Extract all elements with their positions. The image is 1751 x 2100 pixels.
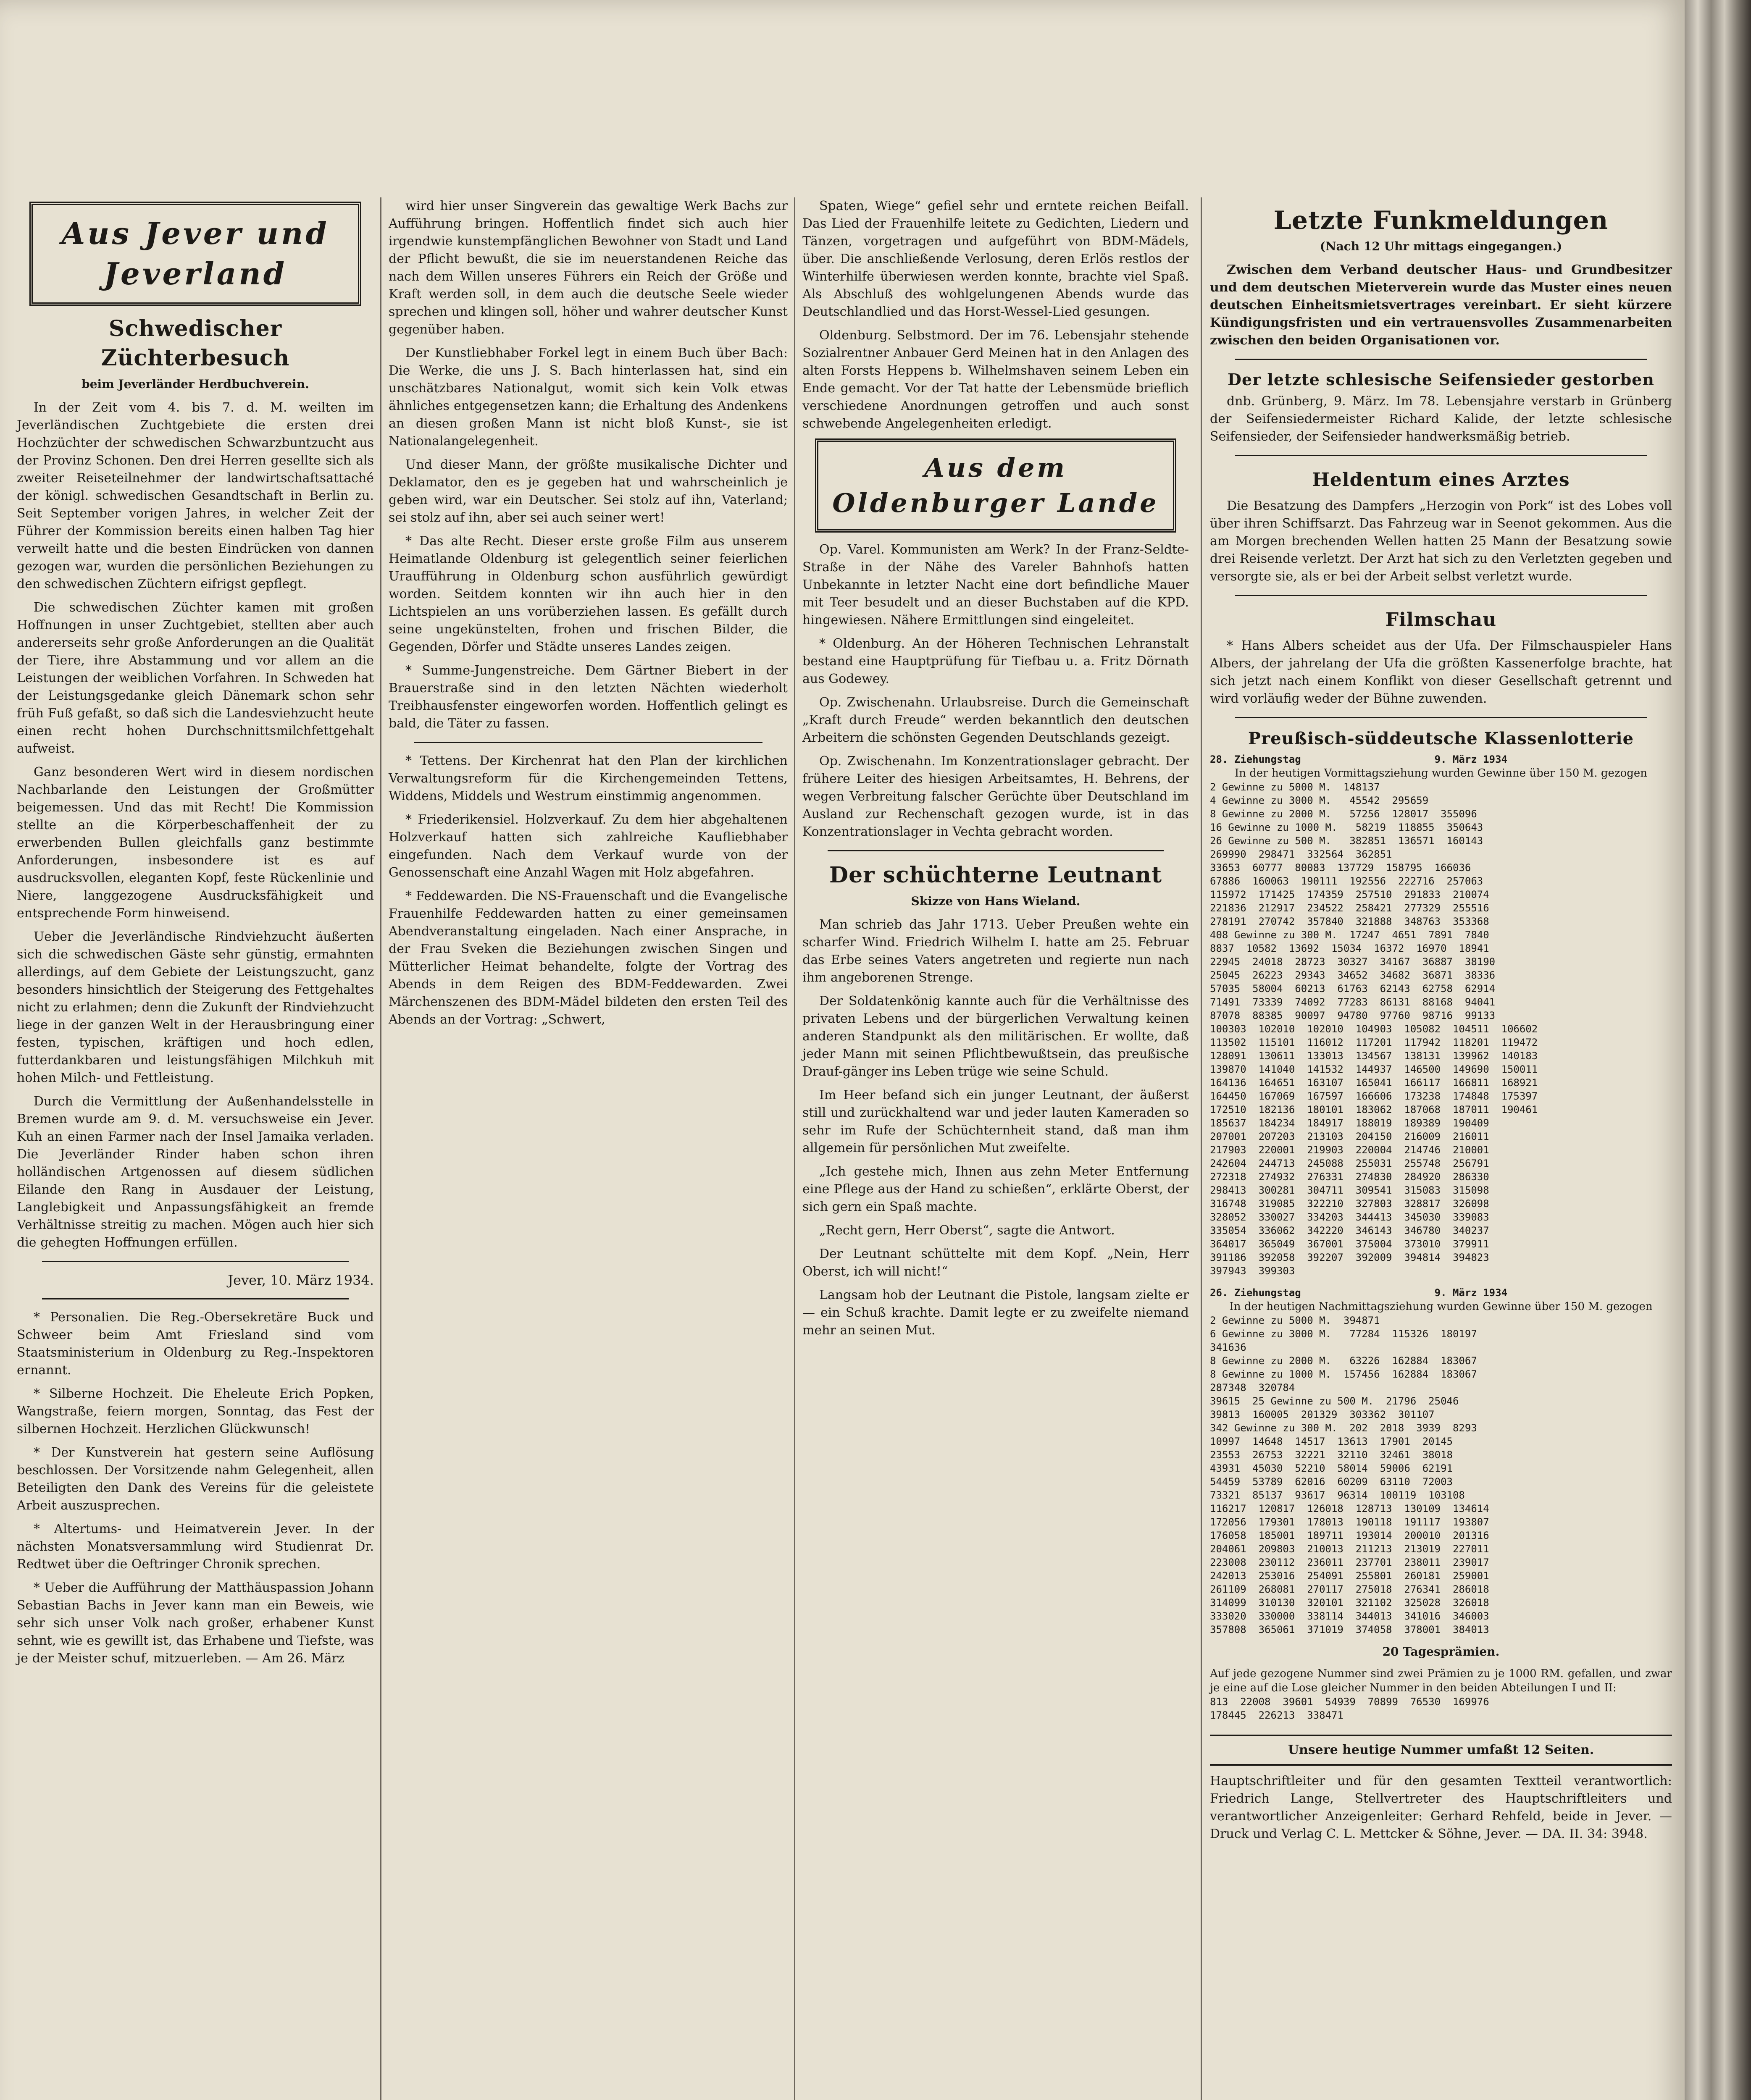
section-title-oldenburg: Aus dem Oldenburger Lande	[815, 438, 1176, 533]
paragraph: dnb. Grünberg, 9. März. Im 78. Lebensjahre verstarb in Grünberg der Seifensiedermeister Richard Kalide, der letzte schlesische Seifensieder, der Seifensieder handwerksmäßig betrieb.	[1210, 394, 1672, 444]
separator	[42, 1298, 349, 1299]
paragraph: Ganz besonderen Wert wird in diesem nordischen Nachbarlande den Leistungen der Großmütter beigemessen. Und das mit Recht! Die Kommission stellte an die Körperbeschaffenheit der zu erwerbenden Bullen gleichfalls ganz bestimmte Anforderungen, insbesondere ist es auf ausdrucksvollen, eleganten Kopf, feste Rückenlinie und Niere, langgezogene Ausdrucksfähigkeit und entsprechende Form hinweisend.	[17, 765, 374, 921]
column-rule	[1201, 197, 1202, 2100]
column-2	[389, 197, 788, 1034]
lottery-premium-text: Auf jede gezogene Nummer sind zwei Prämien zu je 1000 RM. gefallen, und zwar je eine auf die Lose gleicher Nummer in den beiden Abteilungen I und II:	[1210, 1667, 1672, 1694]
news-note: Op. Zwischenahn. Urlaubsreise. Durch die Gemeinschaft „Kraft durch Freude“ werden bekanntlich den deutschen Arbeitern die schönsten Gegenden Deutschlands gezeigt.	[802, 695, 1189, 745]
paragraph: Man schrieb das Jahr 1713. Ueber Preußen wehte ein scharfer Wind. Friedrich Wilhelm I. hatte am 25. Februar das Erbe seines Vaters angetreten und regierte nun nach ihm angeborenen Strenge.	[802, 917, 1189, 985]
news-note: * Summe-Jungenstreiche. Dem Gärtner Biebert in der Brauerstraße sind in den letzten Nächten wiederholt Treibhausfenster eingeworfen worden. Hoffentlich gelingt es bald, die Täter zu fassen.	[389, 663, 788, 731]
paragraph: Die Besatzung des Dampfers „Herzogin von Pork“ ist des Lobes voll über ihren Schiffsarzt. Das Fahrzeug war in Seenot gekommen. Aus die am Morgen brechenden Wellen hatten 25 Mann der Besatzung sowie drei Reisende verletzt. Der Arzt hat sich zu den Verletzten gegeben und versorgte sie, als er bei der Arbeit selbst verletzt wurde.	[1210, 499, 1672, 584]
news-note: Op. Varel. Kommunisten am Werk? In der Franz-Seldte-Straße in der Nähe des Vareler Bahnhofs hatten Unbekannte in letzter Nacht eine dort befindliche Mauer mit Teer besudelt und an dieser Buchstaben auf die KPD. hingewiesen. Nähere Ermittlungen sind eingeleitet.	[802, 542, 1189, 627]
arzt-headline: Heldentum eines Arztes	[1312, 469, 1570, 491]
paragraph: „Ich gestehe mich, Ihnen aus zehn Meter Entfernung eine Pflege aus der Hand zu schießen“, erklärte Oberst, der sich gern ein Spaß machte.	[802, 1164, 1189, 1214]
paragraph: Langsam hob der Leutnant die Pistole, langsam zielte er — ein Schuß krachte. Damit legte er zu zweifelte niemand mehr an seinen Mut.	[802, 1288, 1189, 1338]
news-note: * Altertums- und Heimatverein Jever. In der nächsten Monatsversammlung wird Studienrat Dr. Redtwet über die Oeftringer Chronik sprechen.	[17, 1522, 374, 1572]
news-note: Op. Zwischenahn. Im Konzentrationslager gebracht. Der frühere Leiter des hiesigen Arbeitsamtes, H. Behrens, der wegen Verbreitung falscher Gerüchte über Deutschland im Ausland zur Rechenschaft gezogen wurde, ist in das Konzentrationslager in Vechta gebracht worden.	[802, 754, 1189, 839]
paragraph: „Recht gern, Herr Oberst“, sagte die Antwort.	[819, 1223, 1115, 1238]
news-note: * Das alte Recht. Dieser erste große Film aus unserem Heimatlande Oldenburg ist gelegentlich seiner feierlichen Uraufführung in Oldenburg schon ausführlich gewürdigt worden. Seitdem konnten wir ihn auch hier in den Lichtspielen an uns vorüberziehen lassen. Es gefällt durch seine ungekünstelten, frohen und frischen Bilder, die Gegenden, Dörfer und Städte unseres Landes zeigen.	[389, 534, 788, 654]
column-4	[1210, 197, 1672, 1843]
lottery-subheading: In der heutigen Vormittagsziehung wurden Gewinne über 150 M. gezogen	[1234, 767, 1648, 780]
separator	[414, 742, 762, 743]
separator	[42, 1261, 349, 1262]
lottery-day-heading: 26. Ziehungstag 9. März 1934	[1210, 1287, 1508, 1299]
paragraph: Zwischen dem Verband deutscher Haus- und Grundbesitzer und dem deutschen Mieterverein wurde das Muster eines neuen deutschen Einheitsmietsvertrages vereinbart. Er sieht kürzere Kündigungsfristen und ein vertrauensvolles Zusammenarbeiten zwischen den beiden Organisationen vor.	[1210, 262, 1672, 348]
book-edge	[1685, 0, 1751, 2100]
lottery-day-heading: 28. Ziehungstag 9. März 1934	[1210, 753, 1508, 765]
story-byline: Skizze von Hans Wieland.	[911, 894, 1081, 908]
paragraph: wird hier unser Singverein das gewaltige Werk Bachs zur Aufführung bringen. Hoffentlich findet sich auch hier irgendwie kunstempfänglichen Bewohner von Stadt und Land der Pflicht bewußt, die sie im neuerstandenen Reiche das nach dem Willen unseres Führers ein Reich der Größe und Kraft werden soll, in dem auch die deutsche Seele wieder sprechen und klingen soll, höher und wahrer deutscher Kunst gegenüber haben.	[389, 199, 788, 337]
paragraph: Und dieser Mann, der größte musikalische Dichter und Deklamator, den es je gegeben hat und wahrscheinlich je geben wird, war ein Deutscher. Sei stolz auf ihn, Vaterland; sei stolz auf ihn, aber sei auch seiner wert!	[389, 457, 788, 525]
separator	[1235, 455, 1647, 456]
paragraph: Im Heer befand sich ein junger Leutnant, der äußerst still und zurückhaltend war und jeder lauten Kameraden so sehr im Rufe der Schüchternheit stand, daß man ihm allgemein für persönlichen Mut zweifelte.	[802, 1088, 1189, 1155]
news-note: * Personalien. Die Reg.-Obersekretäre Buck und Schweer beim Amt Friesland sind vom Staatsministerium in Oldenburg zu Reg.-Inspektoren ernannt.	[17, 1310, 374, 1378]
column-1	[17, 197, 374, 1673]
paragraph: Ueber die Jeverländische Rindviehzucht äußerten sich die schwedischen Gäste sehr günstig, ermahnten allerdings, auf dem Gebiete der Leistungszucht, ganz besonders hinsichtlich der Steigerung des Fettgehaltes nicht zu erlahmen; denn die Zukunft der Rindviehzucht liege in der ganzen Welt in der Herausbringung einer festen, typischen, kräftigen und hoch edlen, futterdankbaren und leistungsfähigen Milchkuh mit hohen Milch- und Fettleistung.	[17, 929, 374, 1085]
lottery-numbers: 2 Gewinne zu 5000 M. 394871 6 Gewinne zu 3000 M. 77284 115326 180197 341636 8 Gewinne zu 2000 M. 63226 162884 183067 8 Gewinne zu 1000 M. 157456 162884 183067 287348 320784 39615 25 Gewinne zu 500 M. 21796 25046 39813 160005 201329 303362 301107 342 Gewinne zu 300 M. 202 2018 3939 8293 10997 14648 14517 13613 17901 20145 23553 26753 32221 32110 32461 38018 43931 45030 52210 58014 59006 62191 54459 53789 62016 60209 63110 72003 73321 85137 93617 96314 100119 103108 116217 120817 126018 128713 130109 134614 172056 179301 178013 190118 191117 193807 176058 185001 189711 193014 200010 201316 204061 209803 210013 211213 213019 227011 223008 230112 236011 237701 238011 239017 242013 253016 254091 255801 260181 259001 261109 268081 270117 275018 276341 286018 314099 310130 320101 321102 325028 326018 333020 330000 338114 344013 341016 346003 357808 365061 371019 374058 378001 384013	[1210, 1315, 1489, 1635]
news-note: * Friederikensiel. Holzverkauf. Zu dem hier abgehaltenen Holzverkauf hatten sich zahlreiche Kaufliebhaber eingefunden. Nach dem Verkauf wurde von der Genossenschaft eine Anzahl Wagen mit Holz abgefahren.	[389, 812, 788, 880]
funk-subhead: (Nach 12 Uhr mittags eingegangen.)	[1320, 239, 1562, 253]
lottery-numbers: 813 22008 39601 54939 70899 76530 169976 178445 226213 338471	[1210, 1696, 1489, 1721]
separator	[1235, 359, 1647, 360]
article-headline: Schwedischer Züchterbesuch	[101, 316, 290, 371]
seifensieder-headline: Der letzte schlesische Seifensieder gestorben	[1228, 370, 1654, 389]
section-title-jever: Aus Jever und Jeverland	[29, 202, 361, 306]
paragraph: Der Leutnant schüttelte mit dem Kopf. „Nein, Herr Oberst, ich will nicht!“	[802, 1247, 1189, 1279]
film-headline: Filmschau	[1385, 609, 1497, 630]
column-3	[802, 197, 1189, 1345]
lottery-subheading: In der heutigen Nachmittagsziehung wurden Gewinne über 150 M. gezogen	[1229, 1300, 1653, 1313]
dateline: Jever, 10. März 1934.	[228, 1272, 374, 1288]
news-note: * Der Kunstverein hat gestern seine Auflösung beschlossen. Der Vorsitzende nahm Gelegenheit, allen Beteiligten den Dank des Vereins für die geleistete Arbeit auszusprechen.	[17, 1445, 374, 1513]
issue-page-count: Unsere heutige Nummer umfaßt 12 Seiten.	[1210, 1735, 1672, 1766]
news-note: * Feddewarden. Die NS-Frauenschaft und die Evangelische Frauenhilfe Feddewarden hatten zu einer gemeinsamen Abendveranstaltung eingeladen. Nach einer Ansprache, in der Frau Sveken die Beziehungen zwischen Singen und Mütterlicher Heimat behandelte, folgte der Vortrag des Abends in dem Reigen des BDM-Feddewarden. Zwei Märchenszenen des BDM-Mädel bildeten den ersten Teil des Abends an der Vortrag: „Schwert,	[389, 889, 788, 1027]
news-note: * Ueber die Aufführung der Matthäuspassion Johann Sebastian Bachs in Jever kann man ein Beweis, wie sehr sich unser Volk nach großer, erhabener Kunst sehnt, wie es gewillt ist, das Erhabene und Tiefste, was je der Meister schuf, mitzuerleben. — Am 26. März	[17, 1580, 374, 1666]
paragraph: Der Kunstliebhaber Forkel legt in einem Buch über Bach: Die Werke, die uns J. S. Bach hinterlassen hat, sind ein unschätzbares Nationalgut, womit sich kein Volk etwas ähnliches entgegensetzen kann; die Erhaltung des Andenkens an diesen großen Mann ist nicht bloß Kunst-, sie ist Nationalangelegenheit.	[389, 346, 788, 449]
paragraph: In der Zeit vom 4. bis 7. d. M. weilten im Jeverländischen Zuchtgebiete die ersten drei Hochzüchter der schwedischen Schwarzbuntzucht aus der Provinz Schonen. Den drei Herren gesellte sich als zweiter Reiseteilnehmer der landwirtschaftsattaché der königl. schwedischen Gesandtschaft in Berlin zu. Seit September vorigen Jahres, in welcher Zeit der Führer der Kommission bereits einen halben Tag hier verweilt hatte und die besten Eindrücken von dannen gezogen war, wurden die persönlichen Beziehungen zu den schwedischen Züchtern eifrigst gepflegt.	[17, 400, 374, 591]
paragraph: Oldenburg. Selbstmord. Der im 76. Lebensjahr stehende Sozialrentner Anbauer Gerd Meinen hat in den Anlagen des alten Forsts Heppens b. Wilhelmshaven seinem Leben ein Ende gemacht. Vor der Tat hatte der Lebensmüde brieflich verschiedene Anordnungen getroffen und auch sonst schwebende Angelegenheiten erledigt.	[802, 328, 1189, 431]
news-note: * Tettens. Der Kirchenrat hat den Plan der kirchlichen Verwaltungsreform für die Kirchengemeinden Tettens, Widdens, Middels und Westrum einstimmig angenommen.	[389, 753, 788, 803]
news-note: * Oldenburg. An der Höheren Technischen Lehranstalt bestand eine Hauptprüfung für Tiefbau u. a. Fritz Dörnath aus Godewey.	[802, 636, 1189, 686]
column-rule	[794, 197, 795, 2100]
story-headline: Der schüchterne Leutnant	[829, 862, 1162, 888]
paragraph: Spaten, Wiege“ gefiel sehr und erntete reichen Beifall. Das Lied der Frauenhilfe leitete zu Gedichten, Liedern und Tänzen, vorgetragen und aufgeführt von BDM-Mädels, über. Die anschließende Verlosung, deren Erlös restlos der Winterhilfe überwiesen werden konnte, brachte viel Spaß. Als Abschluß des wohlgelungenen Abends wurde das Deutschlandlied und das Horst-Wessel-Lied gesungen.	[802, 199, 1189, 319]
paragraph: * Hans Albers scheidet aus der Ufa. Der Filmschauspieler Hans Albers, der jahrelang der Ufa die größten Kassenerfolge brachte, hat sich jetzt nach einem Konflikt von dieser Gesellschaft getrennt und wird vorläufig weder der Bühne zuwenden.	[1210, 638, 1672, 706]
news-note: * Silberne Hochzeit. Die Eheleute Erich Popken, Wangstraße, feiern morgen, Sonntag, das Fest der silbernen Hochzeit. Herzlichen Glückwunsch!	[17, 1386, 374, 1436]
funk-headline: Letzte Funkmeldungen	[1273, 206, 1609, 235]
separator	[828, 850, 1164, 851]
paragraph: Die schwedischen Züchter kamen mit großen Hoffnungen in unser Zuchtgebiet, stellten aber auch andererseits sehr große Anforderungen an die Qualität der Tiere, ihre Abstammung und vor allem an die Leistungen der weiblichen Vorfahren. In Schweden hat der Leistungsgedanke gleich Dänemark schon sehr früh Fuß gefaßt, so daß sich die Landesviehzucht heute einen recht hohen Durchschnittsmilchfettgehalt aufweist.	[17, 600, 374, 756]
paragraph: Der Soldatenkönig kannte auch für die Verhältnisse des privaten Lebens und der bürgerlichen Verwaltung keinen anderen Standpunkt als den militärischen. Er wollte, daß jeder Mann mit seinen Pflichtbewußtsein, das preußische Drauf-gänger ins Leben trüge wie seine Schuld.	[802, 994, 1189, 1079]
lottery-premium-heading: 20 Tagesprämien.	[1382, 1645, 1500, 1659]
article-subhead: beim Jeverländer Herdbuchverein.	[82, 377, 309, 391]
column-rule	[380, 197, 381, 2100]
lottery-numbers: 2 Gewinne zu 5000 M. 148137 4 Gewinne zu 3000 M. 45542 295659 8 Gewinne zu 2000 M. 57256 128017 355096 16 Gewinne zu 1000 M. 58219 118855 350643 26 Gewinne zu 500 M. 382851 136571 160143 269990 298471 332564 362851 33653 60777 80083 137729 158795 166036 67886 160063 190111 192556 222716 257063 115972 171425 174359 257510 291833 210074 221836 212917 234522 258421 277329 255516 278191 270742 357840 321888 348763 353368 408 Gewinne zu 300 M. 17247 4651 7891 7840 8837 10582 13692 15034 16372 16970 18941 22945 24018 28723 30327 34167 36887 38190 25045 26223 29343 34652 34682 36871 38336 57035 58004 60213 61763 62143 62758 62914 71491 73339 74092 77283 86131 88168 94041 87078 88385 90097 94780 97760 98716 99133 100303 102010 102010 104903 105082 104511 106602 113502 115101 116012 117201 117942 118201 119472 128091 130611 133013 134567 138131 139962 140183 139870 141040 141532 144937 146500 149690 150011 164136 164651 163107 165041 166117 166811 168921 164450 167069 167597 166606 173238 174848 175397 172510 182136 180101 183062 187068 187011 190461 185637 184234 184917 188019 189389 190409 207001 207203 213103 204150 216009 216011 217903 220001 219903 220004 214746 210001 242604 244713 245088 255031 255748 256791 272318 274932 276331 274830 284920 286330 298413 300281 304711 309541 315083 315098 316748 319085 322210 327803 328817 326098 328052 330027 334203 344413 345030 339083 335054 336062 342220 346143 346780 340237 364017 365049 367001 375004 373010 379911 391186 392058 392207 392009 394814 394823 397943 399303	[1210, 781, 1538, 1277]
lottery-headline: Preußisch-süddeutsche Klassenlotterie	[1248, 729, 1634, 748]
separator	[1235, 717, 1647, 718]
paragraph: Durch die Vermittlung der Außenhandelsstelle in Bremen wurde am 9. d. M. versuchsweise ein Jever. Kuh an einen Farmer nach der Insel Jamaika verladen. Die Jeverländer Rinder haben schon ihren holländischen Artgenossen auf diesem südlichen Eilande den Rang in Ausdauer der Leistung, Langlebigkeit und Anpassungsfähigkeit an fremde Verhältnisse streitig zu machen. Mögen auch hier sich die gehegten Hoffnungen erfüllen.	[17, 1094, 374, 1250]
separator	[1235, 595, 1647, 596]
imprint: Hauptschriftleiter und für den gesamten Textteil verantwortlich: Friedrich Lange, Stellvertreter des Hauptschriftleiters und verantwortlicher Anzeigenleiter: Gerhard Rehfeld, beide in Jever. — Druck und Verlag C. L. Mettcker & Söhne, Jever. — DA. II. 34: 3948.	[1210, 1774, 1672, 1841]
